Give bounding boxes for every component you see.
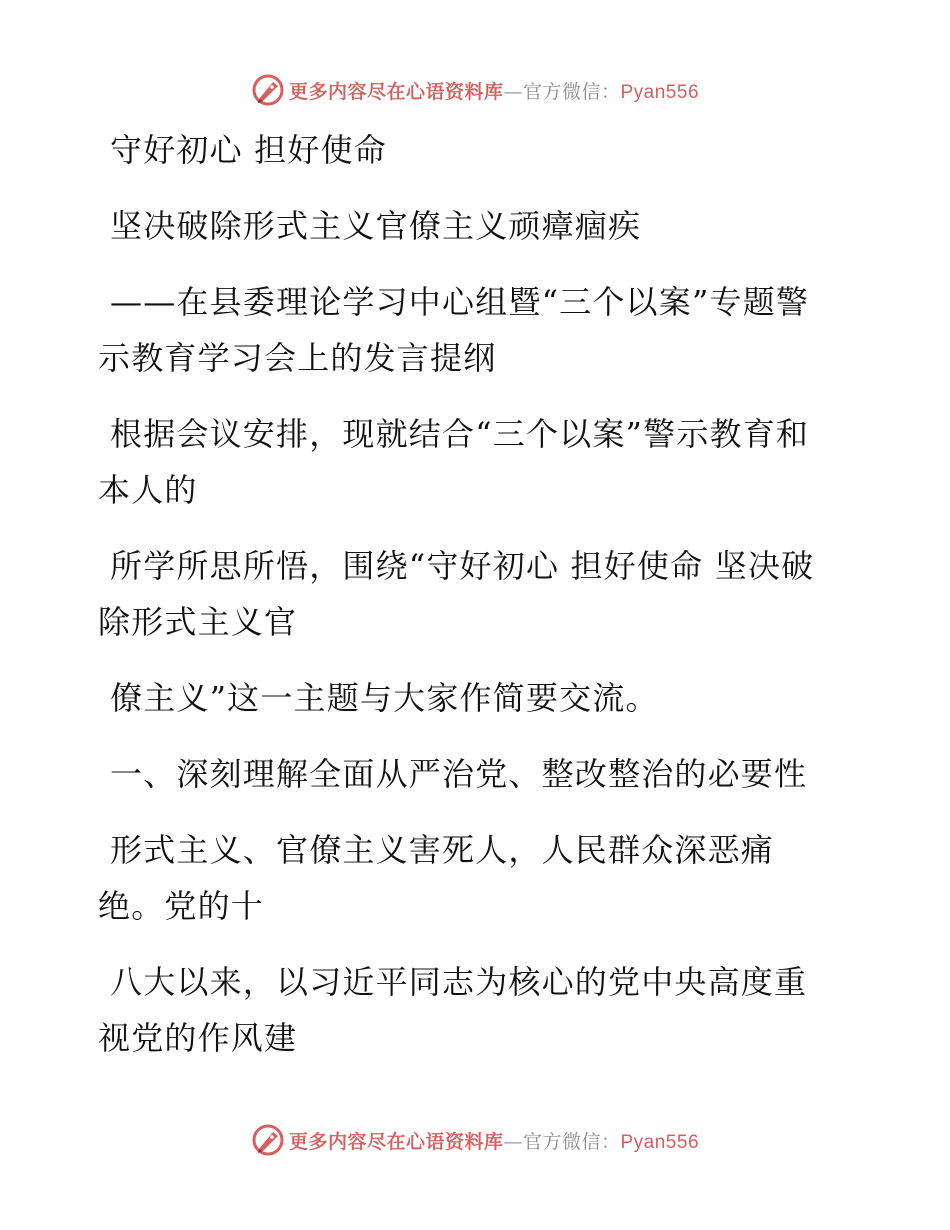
subtitle: ——在县委理论学习中心组暨“三个以案”专题警示教育学习会上的发言提纲 xyxy=(98,283,810,377)
paragraph: 根据会议安排，现就结合“三个以案”警示教育和本人的 xyxy=(98,415,810,509)
banner-label: 官方微信： xyxy=(522,80,621,103)
paragraph: 僚主义”这一主题与大家作简要交流。 xyxy=(110,679,659,717)
pen-nib-logo-icon xyxy=(251,73,285,107)
section-heading: 一、深刻理解全面从严治党、整改整治的必要性 xyxy=(110,755,808,793)
footer-banner xyxy=(0,1120,950,1160)
document-body xyxy=(98,122,833,1086)
paragraph: 形式主义、官僚主义害死人，人民群众深恶痛绝。党的十 xyxy=(98,831,775,925)
header-banner xyxy=(0,70,950,110)
banner-separator: — xyxy=(503,80,523,103)
banner-title: 更多内容尽在心语资料库 xyxy=(288,80,504,103)
banner-wechat-id: Pyan556 xyxy=(620,81,700,103)
pen-nib-logo-icon xyxy=(251,1123,285,1157)
banner-text xyxy=(289,77,699,104)
paragraph: 八大以来，以习近平同志为核心的党中央高度重视党的作风建 xyxy=(98,963,808,1057)
banner-wechat-id: Pyan556 xyxy=(620,1131,700,1153)
paragraph: 所学所思所悟，围绕“守好初心 担好使命 坚决破除形式主义官 xyxy=(98,547,815,641)
banner-label: 官方微信： xyxy=(522,1130,621,1153)
banner-text xyxy=(289,1127,699,1154)
title-line-2: 坚决破除形式主义官僚主义顽瘴痼疾 xyxy=(110,207,642,245)
banner-title: 更多内容尽在心语资料库 xyxy=(288,1130,504,1153)
title-line-1: 守好初心 担好使命 xyxy=(110,131,387,169)
banner-separator: — xyxy=(503,1130,523,1153)
